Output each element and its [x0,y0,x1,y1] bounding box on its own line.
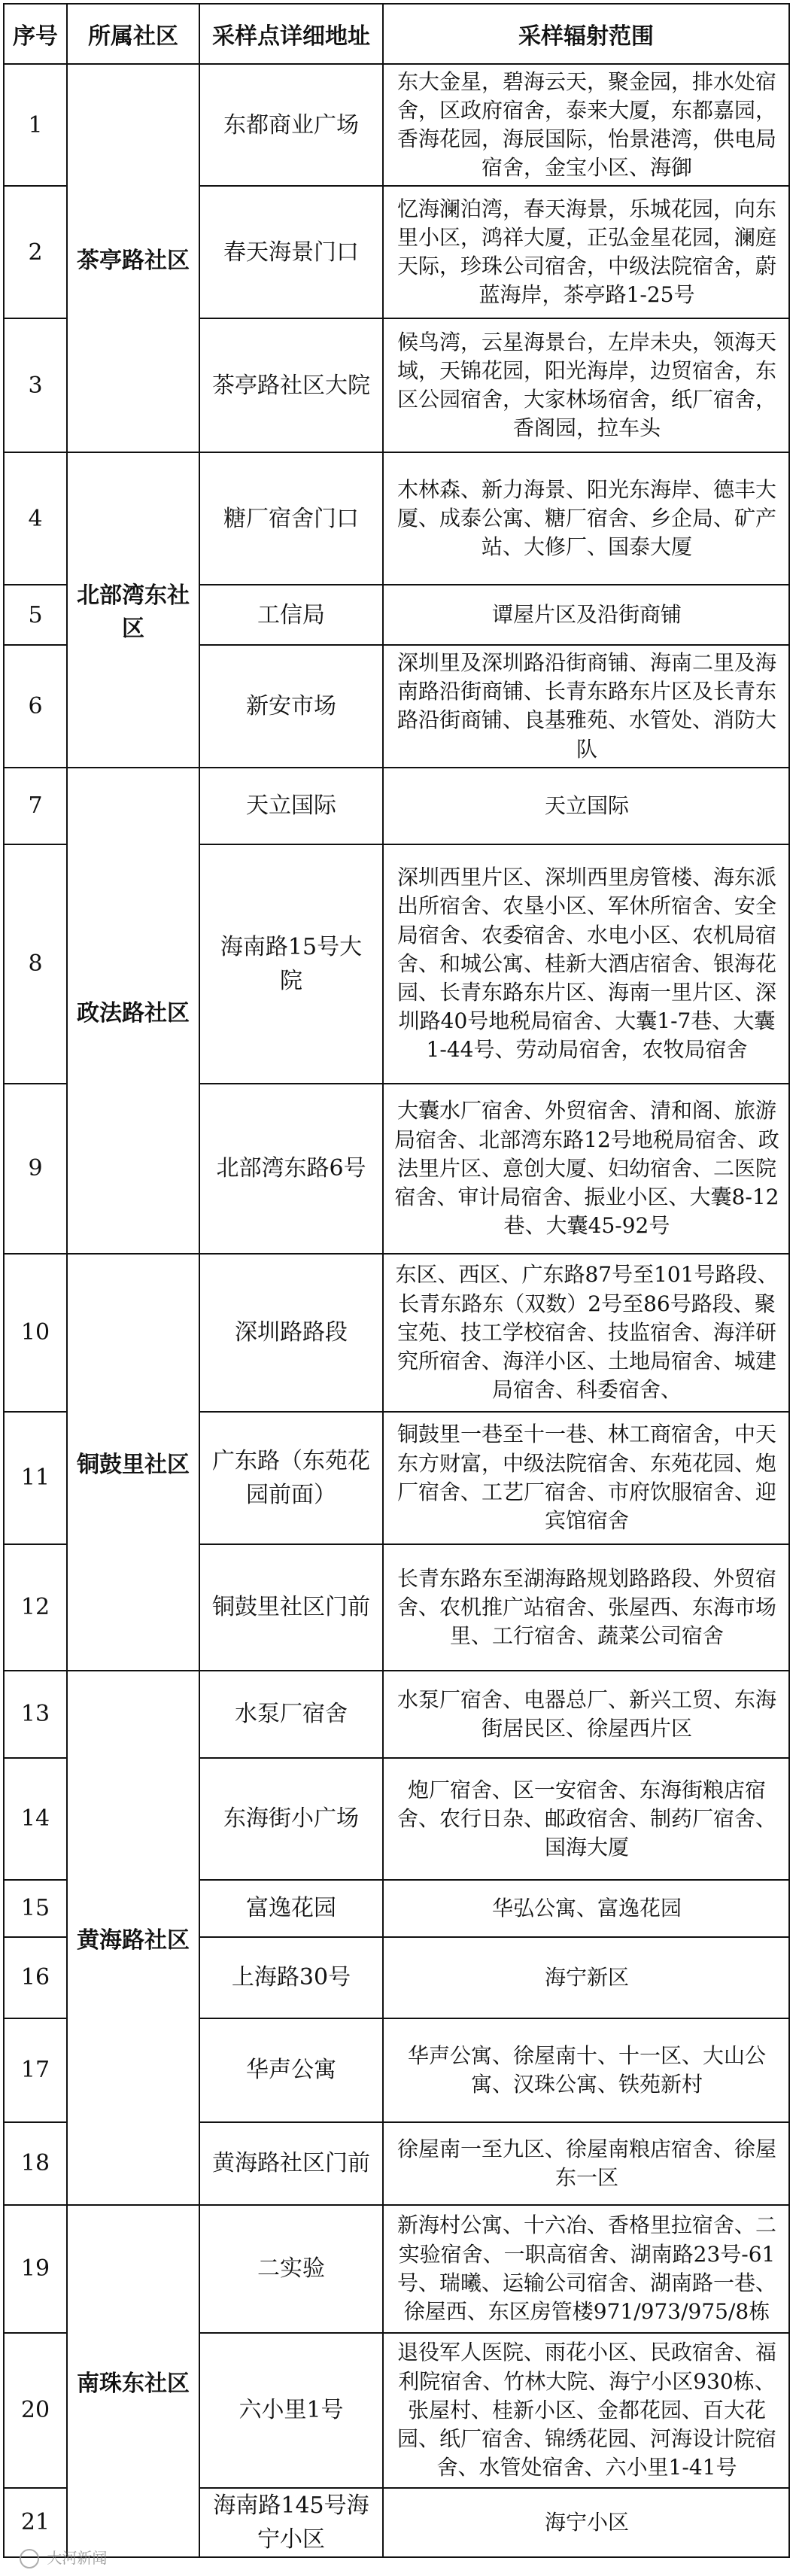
range-cell: 木林森、新力海景、阳光东海岸、德丰大厦、成泰公寓、糖厂宿舍、乡企局、矿产站、大修厂、国泰大厦 [383,452,789,585]
watermark [20,2546,107,2569]
row-no: 15 [4,1880,67,1937]
row-no: 10 [4,1254,67,1412]
range-cell: 长青东路东至湖海路规划路路段、外贸宿舍、农机推广站宿舍、张屋西、东海市场里、工行宿舍、蔬菜公司宿舍 [383,1544,789,1671]
site-address: 东海街小广场 [199,1758,383,1880]
site-address: 天立国际 [199,768,383,844]
range-cell: 海宁新区 [383,1937,789,2018]
range-cell: 忆海澜泊湾，春天海景，乐城花园，向东里小区，鸿祥大厦，正弘金星花园，澜庭天际，珍珠公司宿舍，中级法院宿舍，蔚蓝海岸，茶亭路1-25号 [383,186,789,318]
site-address: 新安市场 [199,645,383,767]
row-no: 14 [4,1758,67,1880]
site-address: 工信局 [199,585,383,645]
range-cell: 谭屋片区及沿街商铺 [383,585,789,645]
site-address: 北部湾东路6号 [199,1084,383,1254]
row-no: 2 [4,186,67,318]
table-row [4,452,789,585]
site-address: 海南路145号海宁小区 [199,2488,383,2557]
row-no: 13 [4,1671,67,1758]
site-address: 东都商业广场 [199,64,383,186]
site-address: 上海路30号 [199,1937,383,2018]
row-no: 19 [4,2205,67,2333]
header-no: 序号 [4,4,67,64]
site-address: 广东路（东苑花园前面） [199,1412,383,1544]
sampling-sites-table [3,3,790,2558]
row-no: 3 [4,318,67,452]
table-header-row [4,4,789,64]
range-cell: 退役军人医院、雨花小区、民政宿舍、福利院宿舍、竹林大院、海宁小区930栋、张屋村、桂新小区、金都花园、百大花园、纸厂宿舍、锦绣花园、河海设计院宿舍、水管处宿舍、六小里1-41号 [383,2333,789,2488]
site-address: 富逸花园 [199,1880,383,1937]
row-no: 17 [4,2018,67,2122]
range-cell: 炮厂宿舍、区一安宿舍、东海街粮店宿舍、农行日杂、邮政宿舍、制药厂宿舍、国海大厦 [383,1758,789,1880]
range-cell: 天立国际 [383,768,789,844]
header-site: 采样点详细地址 [199,4,383,64]
row-no: 16 [4,1937,67,2018]
range-cell: 东区、西区、广东路87号至101号路段、长青东路东（双数）2号至86号路段、聚宝苑、技工学校宿舍、技监宿舍、海洋研究所宿舍、海洋小区、土地局宿舍、城建局宿舍、科委宿舍、 [383,1254,789,1412]
watermark-logo-icon [20,2549,39,2568]
community-cell: 铜鼓里社区 [67,1254,199,1671]
community-cell: 政法路社区 [67,768,199,1254]
table-row [4,64,789,186]
site-address: 二实验 [199,2205,383,2333]
site-address: 茶亭路社区大院 [199,318,383,452]
community-cell: 茶亭路社区 [67,64,199,452]
range-cell: 华弘公寓、富逸花园 [383,1880,789,1937]
watermark-text: 大河新闻 [47,2548,108,2567]
range-cell: 大囊水厂宿舍、外贸宿舍、清和阁、旅游局宿舍、北部湾东路12号地税局宿舍、政法里片区、意创大厦、妇幼宿舍、二医院宿舍、审计局宿舍、振业小区、大囊8-12巷、大囊45-92号 [383,1084,789,1254]
site-address: 春天海景门口 [199,186,383,318]
row-no: 20 [4,2333,67,2488]
row-no: 5 [4,585,67,645]
site-address: 糖厂宿舍门口 [199,452,383,585]
header-community: 所属社区 [67,4,199,64]
header-range: 采样辐射范围 [383,4,789,64]
range-cell: 海宁小区 [383,2488,789,2557]
row-no: 9 [4,1084,67,1254]
range-cell: 水泵厂宿舍、电器总厂、新兴工贸、东海街居民区、徐屋西片区 [383,1671,789,1758]
row-no: 12 [4,1544,67,1671]
site-address: 海南路15号大院 [199,844,383,1084]
table-row [4,1254,789,1412]
range-cell: 华声公寓、徐屋南十、十一区、大山公寓、汉珠公寓、铁苑新村 [383,2018,789,2122]
range-cell: 东大金星，碧海云天，聚金园，排水处宿舍，区政府宿舍，泰来大厦，东都嘉园，香海花园，海辰国际，怡景港湾，供电局宿舍，金宝小区、海御 [383,64,789,186]
row-no: 6 [4,645,67,767]
site-address: 六小里1号 [199,2333,383,2488]
community-cell: 黄海路社区 [67,1671,199,2205]
site-address: 水泵厂宿舍 [199,1671,383,1758]
table-row [4,1671,789,1758]
row-no: 11 [4,1412,67,1544]
site-address: 华声公寓 [199,2018,383,2122]
range-cell: 徐屋南一至九区、徐屋南粮店宿舍、徐屋东一区 [383,2122,789,2205]
table-row [4,768,789,844]
range-cell: 铜鼓里一巷至十一巷、林工商宿舍，中天东方财富，中级法院宿舍、东苑花园、炮厂宿舍、工艺厂宿舍、市府饮服宿舍、迎宾馆宿舍 [383,1412,789,1544]
community-cell: 南珠东社区 [67,2205,199,2557]
row-no: 7 [4,768,67,844]
site-address: 铜鼓里社区门前 [199,1544,383,1671]
range-cell: 新海村公寓、十六冶、香格里拉宿舍、二实验宿舍、一职高宿舍、湖南路23号-61号、瑞曦、运输公司宿舍、湖南路一巷、徐屋西、东区房管楼971/973/975/8栋 [383,2205,789,2333]
row-no: 4 [4,452,67,585]
range-cell: 深圳里及深圳路沿街商铺、海南二里及海南路沿街商铺、长青东路东片区及长青东路沿街商铺、良基雅苑、水管处、消防大队 [383,645,789,767]
row-no: 8 [4,844,67,1084]
range-cell: 候鸟湾，云星海景台，左岸未央，领海天域，天锦花园，阳光海岸，边贸宿舍，东区公园宿舍，大家林场宿舍，纸厂宿舍，香阁园，拉车头 [383,318,789,452]
table-row [4,2205,789,2333]
range-cell: 深圳西里片区、深圳西里房管楼、海东派出所宿舍、农垦小区、军休所宿舍、安全局宿舍、农委宿舍、水电小区、农机局宿舍、和城公寓、桂新大酒店宿舍、银海花园、长青东路东片区、海南一里片区、深圳路40号地税局宿舍、大囊1-7巷、大囊1-44号、劳动局宿舍，农牧局宿舍 [383,844,789,1084]
row-no: 1 [4,64,67,186]
row-no: 21 [4,2488,67,2557]
row-no: 18 [4,2122,67,2205]
community-cell: 北部湾东社区 [67,452,199,767]
site-address: 深圳路路段 [199,1254,383,1412]
site-address: 黄海路社区门前 [199,2122,383,2205]
